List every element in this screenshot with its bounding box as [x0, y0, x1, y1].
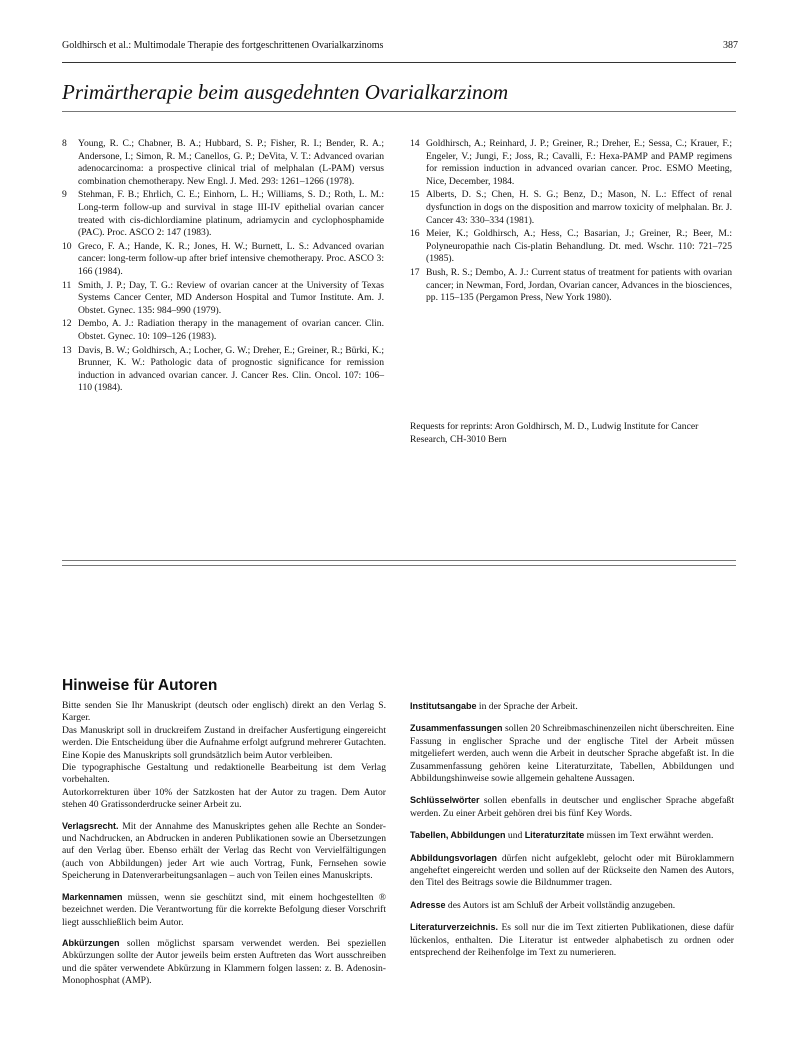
- instruction-paragraph: Adresse des Autors ist am Schluß der Arbeit vollständig anzugeben.: [410, 899, 676, 911]
- reference-item: [410, 138, 732, 188]
- reference-number: 11: [62, 279, 72, 291]
- reference-list-right: [410, 138, 732, 306]
- reference-number: 17: [410, 266, 420, 278]
- reference-item: [62, 318, 384, 343]
- section-divider: [62, 560, 736, 561]
- reference-text: Davis, B. W.; Goldhirsch, A.; Locher, G. W.; Dreher, E.; Greiner, R.; Bürki, K.; Brunner, K. W.: Pathologic data of prognostic significance for remission induction in advanced ovarian cancer. J. Cancer Res. Clin. Oncol. 107: 106–110 (1984).: [78, 344, 384, 394]
- reference-item: [410, 189, 732, 227]
- running-title: Goldhirsch et al.: Multimodale Therapie des fortgeschrittenen Ovarialkarzinoms: [62, 40, 384, 51]
- reference-number: 9: [62, 189, 67, 201]
- reference-text: Alberts, D. S.; Chen, H. S. G.; Benz, D.; Mason, N. L.: Effect of renal dysfunction in dogs on the disposition and marrow toxicity of melphalan. Br. J. Cancer 43: 330–334 (1981).: [426, 189, 732, 226]
- instruction-paragraph: Zusammenfassungen sollen 20 Schreibmaschinenzeilen nicht überschreiten. Eine Fassung in englischer Sprache und der englische Titel der Arbeit müssen mitgeliefert werden, auch wenn die Arbeit in deutscher Sprache abgefaßt ist. In die Zusammenfassung gehören keine Literaturzitate, Tabellen, Abbildungen und Abbildungshinweise sowie allgemein gehaltene Aussagen.: [410, 723, 734, 785]
- instruction-paragraph: Schlüsselwörter sollen ebenfalls in deutscher und englischer Sprache abgefaßt werden. Zu einer Arbeit gehören drei bis fünf Key Words.: [410, 795, 734, 819]
- section-title: Primärtherapie beim ausgedehnten Ovarialkarzinom: [62, 80, 509, 104]
- instruction-term: Institutsangabe: [410, 701, 477, 711]
- instruction-paragraph: Abkürzungen sollen möglichst sparsam verwendet werden. Bei speziellen Abkürzungen sollte der Autor jeweils beim ersten Auftreten das Wort ausschreiben und die später verwendete Abkürzung in Klammern folgen lassen: z. B. Adenosin-Monophosphat (AMP).: [62, 937, 386, 987]
- reference-number: 13: [62, 344, 72, 356]
- instruction-paragraph: Autorkorrekturen über 10% der Satzkosten hat der Autor zu tragen. Dem Autor stehen 40 Gratissonderdrucke seiner Arbeit zu.: [62, 786, 386, 811]
- authors-heading: Hinweise für Autoren: [62, 677, 218, 694]
- instruction-term: Abkürzungen: [62, 937, 120, 948]
- reference-text: Greco, F. A.; Hande, K. R.; Jones, H. W.; Burnett, L. S.: Advanced ovarian cancer: long-term follow-up after brief intensive chemotherapy. Proc. ASCO 3: 166 (1984).: [78, 240, 384, 277]
- instruction-term: Tabellen, Abbildungen: [410, 830, 506, 841]
- instruction-paragraph: Bitte senden Sie Ihr Manuskript (deutsch oder englisch) direkt an den Verlag S. Karger.: [62, 700, 386, 724]
- title-rule: [62, 111, 736, 112]
- reference-item: [410, 228, 732, 266]
- reference-number: 15: [410, 189, 420, 201]
- authors-column-left: [62, 700, 386, 988]
- reference-number: 12: [62, 318, 72, 330]
- page-number: 387: [723, 40, 738, 51]
- reference-item: [410, 267, 732, 305]
- instruction-term: Zusammenfassungen: [410, 723, 503, 734]
- header-rule: [62, 62, 736, 63]
- reference-text: Bush, R. S.; Dembo, A. J.: Current status of treatment for patients with ovarian cancer; in Newman, Ford, Jordan, Ovarian cancer, Advances in the biosciences, pp. 115–135 (Pergamon Press, New York 1980).: [426, 266, 732, 304]
- instruction-term: Schlüsselwörter: [410, 795, 480, 806]
- instruction-term: Literaturzitate: [524, 830, 585, 841]
- section-divider: [62, 565, 736, 566]
- reference-item: [62, 345, 384, 395]
- reprint-request: Requests for reprints: Aron Goldhirsch, M. D., Ludwig Institute for Cancer Research, CH-3010 Bern: [410, 421, 699, 445]
- reference-text: Dembo, A. J.: Radiation therapy in the management of ovarian cancer. Clin. Obstet. Gynec. 10: 109–126 (1983).: [78, 318, 384, 342]
- instruction-term: Verlagsrecht.: [62, 820, 119, 831]
- reference-text: Smith, J. P.; Day, T. G.: Review of ovarian cancer at the University of Texas Systems Cancer Center, MD Anderson Hospital and Tumor Institute. Am. J. Obstet. Gynec. 135: 984–990 (1979).: [78, 279, 384, 316]
- reference-text: Young, R. C.; Chabner, B. A.; Hubbard, S. P.; Fisher, R. I.; Bender, R. A.; Andersone, I.; Simon, R. M.; Canellos, G. P.; DeVita, V. T.: Advanced ovarian adenocarcinoma: a prospective clinical trial of melphalan (L-PAM) versus combination chemotherapy. New Engl. J. Med. 293: 1261–1266 (1978).: [78, 138, 384, 187]
- instruction-term: Literaturverzeichnis.: [410, 922, 499, 933]
- reference-list-left: [62, 138, 384, 396]
- reference-number: 8: [62, 138, 67, 149]
- reference-text: Goldhirsch, A.; Reinhard, J. P.; Greiner, R.; Dreher, E.; Sessa, C.; Krauer, F.; Engeler, V.; Jungi, F.; Joss, R.; Cavalli, F.: Hexa-PAMP and PAMP regimens for remission induction in advanced ovarian cancer. Proc. ESMO Meeting, Nice, December, 1984.: [426, 138, 732, 187]
- instruction-paragraph: Institutsangabe in der Sprache der Arbeit.: [410, 701, 578, 712]
- instruction-paragraph: Tabellen, Abbildungen und Literaturzitate müssen im Text erwähnt werden.: [410, 830, 714, 842]
- instruction-paragraph: Die typographische Gestaltung und redaktionelle Bearbeitung ist dem Verlag vorbehalten.: [62, 762, 386, 786]
- instruction-term: Adresse: [410, 899, 446, 910]
- reference-number: 10: [62, 240, 72, 252]
- instruction-paragraph: Das Manuskript soll in druckreifem Zustand in dreifacher Ausfertigung eingereicht werden. Die Entscheidung über die Aufnahme erfolgt aufgrund mehrerer Gutachten. Eine Kopie des Manuskripts soll grundsätzlich beim Autor verbleiben.: [62, 724, 386, 761]
- reference-number: 14: [410, 138, 420, 149]
- instruction-paragraph: Markennamen müssen, wenn sie geschützt sind, mit einem hochgestellten ® bezeichnet werden. Die Verantwortung für die korrekte Befolgung dieser Vorschrift liegt ausschließlich beim Autor.: [62, 891, 386, 928]
- instruction-paragraph: Abbildungsvorlagen dürfen nicht aufgeklebt, gelocht oder mit Büroklammern angeheftet eingereicht werden und sollen auf der Rückseite den Namen des Autors, den Titel des Beitrags sowie die Bildnummer tragen.: [410, 852, 734, 889]
- instruction-term: Abbildungsvorlagen: [410, 852, 498, 863]
- reference-item: [62, 138, 384, 188]
- instruction-paragraph: Literaturverzeichnis. Es soll nur die im Text zitierten Publikationen, diese dafür lückenlos, enthalten. Die Literatur ist entweder alphabetisch zu ordnen oder entsprechend der Reihenfolge im Text zu numerieren.: [410, 922, 734, 959]
- authors-column-right: [410, 700, 734, 969]
- instruction-paragraph: Verlagsrecht. Mit der Annahme des Manuskriptes gehen alle Rechte an Sonder- und Nachdrucken, an Abdrucken in anderen Publikationen sowie an Übersetzungen auf den Verlag über. Ebenso erhält der Verlag das Recht von Vervielfältigungen (auch von Abbildungen) jeder Art wie auch Vortrag, Funk, Fernsehen sowie Speicherung in Datenverarbeitungsanlagen – auch von Teilen eines Manuskripts.: [62, 820, 386, 882]
- reference-item: [62, 280, 384, 318]
- running-head: [62, 40, 738, 51]
- reference-item: [62, 241, 384, 279]
- reference-item: [62, 189, 384, 239]
- reference-text: Stehman, F. B.; Ehrlich, C. E.; Einhorn, L. H.; Williams, S. D.; Roth, L. M.: Long-term follow-up and survival in stage III-IV epithelial ovarian cancer treated with cis-dichlordiamine platinum, adriamycin and cyclophosphamide (PAC). Proc. ASCO 2: 147 (1983).: [78, 189, 384, 239]
- reference-text: Meier, K.; Goldhirsch, A.; Hess, C.; Basarian, J.; Greiner, R.; Beer, M.: Polyneuropathie nach Cis-platin Behandlung. Dt. med. Wschr. 110: 721–725 (1985).: [426, 228, 732, 265]
- reference-number: 16: [410, 228, 420, 240]
- instruction-term: Markennamen: [62, 891, 123, 902]
